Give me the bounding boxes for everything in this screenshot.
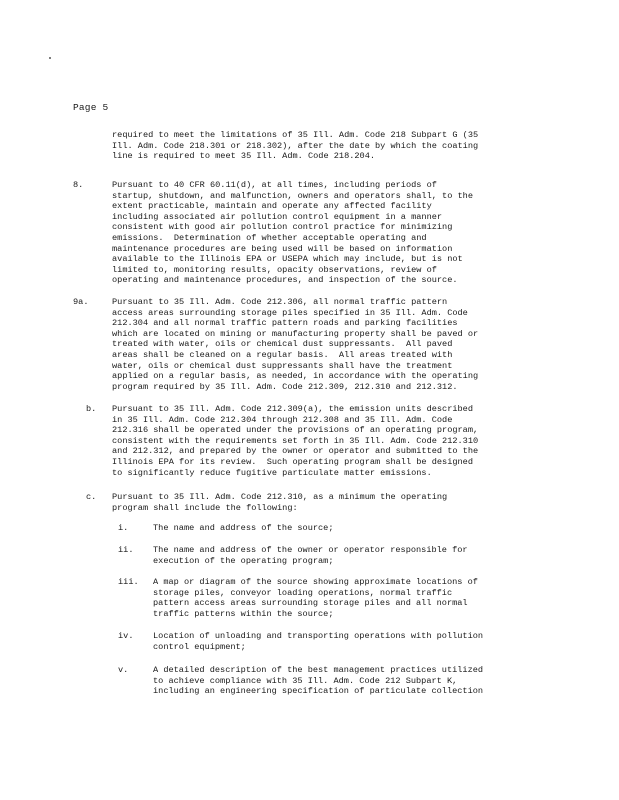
- text-line: Illinois EPA for its review. Such operating program shall be designed: [112, 456, 473, 467]
- subitem-paragraph: [153, 631, 483, 652]
- item-8-paragraph: [112, 180, 473, 286]
- item-9c-paragraph: [112, 492, 447, 513]
- text-line: The name and address of the source;: [153, 523, 334, 533]
- text-line: Location of unloading and transporting operations with pollution: [153, 631, 484, 641]
- text-line: startup, shutdown, and malfunction, owners and operators shall, to the: [112, 190, 473, 201]
- text-line: control equipment;: [153, 641, 246, 652]
- text-line: storage piles, conveyor loading operations, normal traffic: [153, 587, 453, 598]
- text-line: consistent with good air pollution control practice for minimizing: [112, 222, 453, 233]
- text-line: treated with water, oils or chemical dust suppressants. All paved: [112, 339, 453, 350]
- subitem-paragraph: [153, 665, 483, 697]
- text-line: Pursuant to 35 Ill. Adm. Code 212.306, all normal traffic pattern: [112, 297, 448, 307]
- text-line: traffic patterns within the source;: [153, 608, 334, 619]
- scan-speck: [49, 57, 51, 59]
- item-9c-marker: c.: [86, 492, 97, 502]
- text-line: operating and maintenance procedures, and inspection of the source.: [112, 275, 458, 286]
- item-9a-paragraph: [112, 297, 478, 392]
- text-line: Pursuant to 35 Ill. Adm. Code 212.310, as a minimum the operating: [112, 492, 448, 502]
- subitem-marker: v.: [118, 665, 129, 675]
- text-line: water, oils or chemical dust suppressants shall have the treatment: [112, 360, 453, 371]
- text-line: including associated air pollution control equipment in a manner: [112, 211, 443, 222]
- text-line: to achieve compliance with 35 Ill. Adm. Code 212 Subpart K,: [153, 675, 458, 686]
- page-number: Page 5: [73, 102, 109, 113]
- text-line: 212.316 shall be operated under the provisions of an operating program,: [112, 425, 479, 436]
- text-line: Pursuant to 35 Ill. Adm. Code 212.309(a), the emission units described: [112, 404, 473, 414]
- text-line: which are located on mining or manufacturing property shall be paved or: [112, 328, 479, 339]
- text-line: available to the Illinois EPA or USEPA which may include, but is not: [112, 254, 463, 265]
- item-9b-paragraph: [112, 404, 478, 478]
- text-line: applied on a regular basis, as needed, in accordance with the operating: [112, 371, 479, 382]
- text-line: maintenance procedures are being used will be based on information: [112, 243, 453, 254]
- item-9a-marker: 9a.: [73, 297, 89, 307]
- text-line: line is required to meet 35 Ill. Adm. Code 218.204.: [112, 151, 376, 162]
- text-line: 212.304 and all normal traffic pattern roads and parking facilities: [112, 318, 458, 329]
- text-line: pattern access areas surrounding storage piles and all normal: [153, 598, 468, 609]
- subitem-marker: iv.: [118, 631, 134, 641]
- text-line: extent practicable, maintain and operate any affected facility: [112, 201, 432, 212]
- subitem-paragraph: [153, 523, 334, 534]
- item-9b-marker: b.: [86, 404, 97, 414]
- text-line: to significantly reduce fugitive particulate matter emissions.: [112, 467, 432, 478]
- text-line: consistent with the requirements set forth in 35 Ill. Adm. Code 212.310: [112, 435, 479, 446]
- subitem-marker: ii.: [118, 545, 134, 555]
- text-line: access areas surrounding storage piles specified in 35 Ill. Adm. Code: [112, 307, 468, 318]
- text-line: areas shall be cleaned on a regular basis. All areas treated with: [112, 349, 453, 360]
- text-line: execution of the operating program;: [153, 555, 334, 566]
- subitem-paragraph: [153, 545, 468, 566]
- text-line: required to meet the limitations of 35 Ill. Adm. Code 218 Subpart G (35: [112, 130, 479, 140]
- text-line: program shall include the following:: [112, 502, 298, 513]
- text-line: limited to, monitoring results, opacity observations, review of: [112, 264, 437, 275]
- text-line: Ill. Adm. Code 218.301 or 218.302), after the date by which the coating: [112, 140, 479, 151]
- text-line: Pursuant to 40 CFR 60.11(d), at all times, including periods of: [112, 180, 437, 190]
- subitem-marker: iii.: [118, 577, 139, 587]
- subitem-marker: i.: [118, 523, 129, 533]
- subitem-paragraph: [153, 577, 478, 619]
- text-line: emissions. Determination of whether acceptable operating and: [112, 232, 427, 243]
- item-8-marker: 8.: [73, 180, 84, 190]
- text-line: The name and address of the owner or operator responsible for: [153, 545, 468, 555]
- text-line: in 35 Ill. Adm. Code 212.304 through 212.308 and 35 Ill. Adm. Code: [112, 414, 453, 425]
- text-line: and 212.312, and prepared by the owner or operator and submitted to the: [112, 446, 479, 457]
- text-line: A detailed description of the best management practices utilized: [153, 665, 484, 675]
- text-line: program required by 35 Ill. Adm. Code 212.309, 212.310 and 212.312.: [112, 381, 458, 392]
- text-line: A map or diagram of the source showing approximate locations of: [153, 577, 478, 587]
- continuation-paragraph: [112, 130, 478, 162]
- text-line: including an engineering specification of particulate collection: [153, 686, 484, 697]
